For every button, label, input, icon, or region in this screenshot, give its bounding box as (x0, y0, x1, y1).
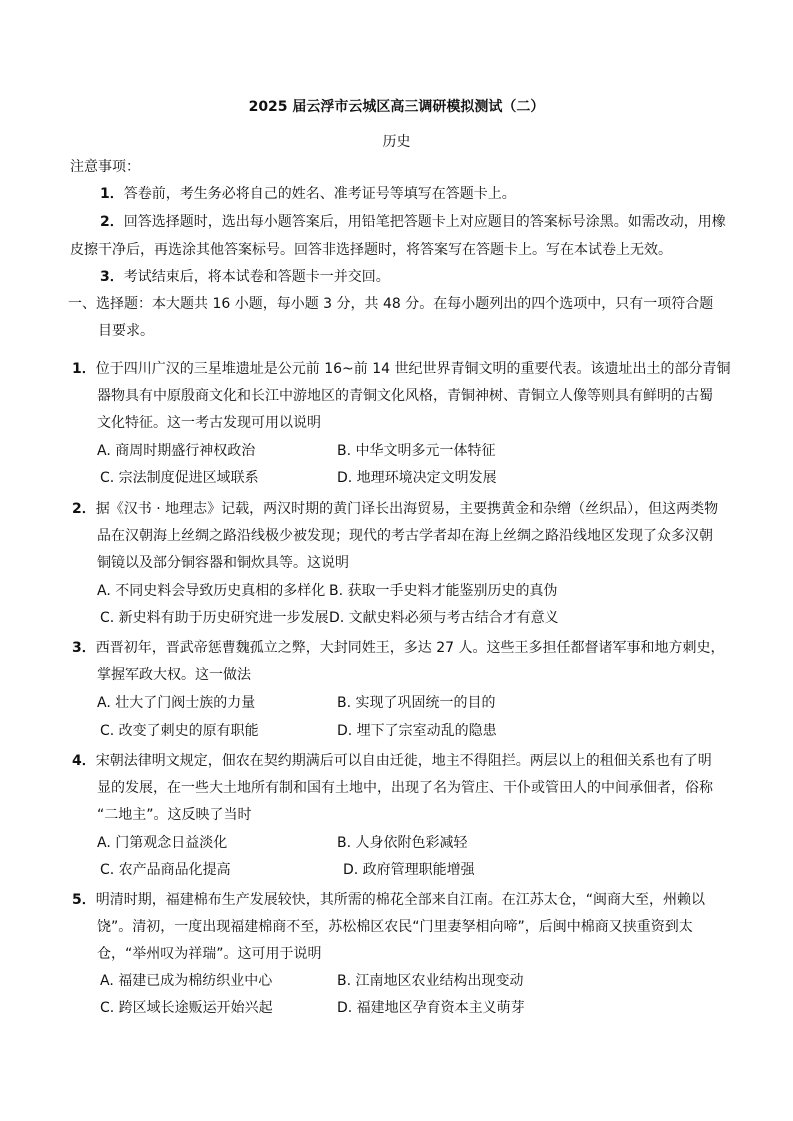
question-number: 2． (72, 501, 96, 517)
notice-item-text: 考试结束后，将本试卷和答题卡一并交回。 (123, 269, 390, 285)
question-text: 据《汉书 · 地理志》记载，两汉时期的黄门译长出海贸易，主要携黄金和杂缯（丝织品），但这两类物 (95, 501, 719, 517)
notice-item-number: 2． (100, 214, 124, 230)
question-text: 显的发展，在一些大土地所有制和国有土地中，出现了名为管庄、干仆或管田人的中间承佃者，俗称 (97, 780, 713, 796)
option-a[interactable]: A. 不同史料会导致历史真相的多样化 (97, 583, 326, 599)
question-line (72, 752, 712, 770)
option-a[interactable]: A. 福建已成为棉纺织业中心 (100, 973, 273, 989)
option-b[interactable]: B. 江南地区农业结构出现变动 (337, 973, 524, 989)
section-heading: 一、选择题：本大题共 16 小题，每小题 3 分，共 48 分。在每小题列出的四个选项中，只有一项符合题 (68, 296, 714, 312)
option-d[interactable]: D. 地理环境决定文明发展 (337, 470, 497, 486)
question-text: 掌握军政大权。这一做法 (97, 667, 251, 683)
option-c[interactable]: C. 宗法制度促进区域联系 (100, 470, 259, 486)
question-text: 品在汉朝海上丝绸之路沿线极少被发现；现代的考古学者却在海上丝绸之路沿线地区发现了众多汉朝 (97, 528, 713, 544)
exam-subject: 历史 (382, 134, 411, 150)
notice-item-number: 3． (100, 269, 124, 285)
notice-heading: 注意事项： (70, 159, 140, 175)
notice-item-number: 1． (100, 186, 124, 202)
notice-item-text: 答卷前，考生务必将自己的姓名、准考证号等填写在答题卡上。 (123, 186, 516, 202)
question-number: 1． (72, 361, 96, 377)
question-text: “二地主”。这反映了当时 (97, 807, 252, 823)
option-d[interactable]: D. 埋下了宗室动乱的隐患 (337, 723, 497, 739)
question-line (72, 639, 724, 657)
option-c[interactable]: C. 新史料有助于历史研究进一步发展 (100, 610, 329, 626)
question-number: 4． (72, 753, 96, 769)
option-a[interactable]: A. 门第观念日益淡化 (97, 835, 228, 851)
question-text: 饶”。清初，一度出现福建棉商不至，苏松棉区农民“门里妻孥相向啼”，后闽中棉商又挟重资到太 (97, 919, 693, 935)
option-b[interactable]: B. 获取一手史料才能鉴别历史的真伪 (329, 583, 558, 599)
question-number: 3． (72, 640, 96, 656)
question-line (72, 891, 705, 909)
option-c[interactable]: C. 跨区域长途贩运开始兴起 (100, 1000, 273, 1016)
option-a[interactable]: A. 商周时期盛行神权政治 (97, 443, 256, 459)
notice-item-2 (100, 213, 726, 231)
question-number: 5． (72, 892, 96, 908)
option-b[interactable]: B. 人身依附色彩减轻 (337, 835, 468, 851)
question-text: 宋朝法律明文规定，佃农在契约期满后可以自由迁徙，地主不得阻拦。两层以上的租佃关系也有了明 (95, 753, 712, 769)
question-text: 铜镜以及部分铜容器和铜炊具等。这说明 (97, 555, 349, 571)
question-text: 明清时期，福建棉布生产发展较快，其所需的棉花全部来自江南。在江苏太仓，“闽商大至，州赖以 (95, 892, 706, 908)
option-d[interactable]: D. 政府管理职能增强 (343, 862, 475, 878)
question-text: 位于四川广汉的三星堆遗址是公元前 16~前 14 世纪世界青铜文明的重要代表。该遗址出土的部分青铜 (95, 361, 731, 377)
notice-item-text: 回答选择题时，选出每小题答案后，用铅笔把答题卡上对应题目的答案标号涂黑。如需改动，用橡 (123, 214, 726, 230)
option-c[interactable]: C. 改变了刺史的原有职能 (100, 723, 259, 739)
question-text: 西晋初年，晋武帝惩曹魏孤立之弊，大封同姓王，多达 27 人。这些王多担任都督诸军事和地方刺史， (95, 640, 725, 656)
question-text: 器物具有中原殷商文化和长江中游地区的青铜文化风格，青铜神树、青铜立人像等则具有鲜明的古蜀 (97, 388, 713, 404)
exam-title: 2025 届云浮市云城区高三调研模拟测试（二） (248, 99, 545, 115)
notice-item-1 (100, 185, 516, 203)
question-text: 文化特征。这一考古发现可用以说明 (97, 415, 321, 431)
option-d[interactable]: D. 福建地区孕育资本主义萌芽 (337, 1000, 525, 1016)
option-a[interactable]: A. 壮大了门阀士族的力量 (97, 695, 256, 711)
question-line (72, 500, 718, 518)
option-b[interactable]: B. 实现了巩固统一的目的 (337, 695, 496, 711)
notice-item-3 (100, 268, 390, 286)
question-text: 仓，“举州叹为祥瑞”。这可用于说明 (97, 946, 322, 962)
section-heading-continued: 目要求。 (98, 323, 154, 339)
option-c[interactable]: C. 农产品商品化提高 (100, 862, 231, 878)
question-line (72, 360, 730, 378)
option-b[interactable]: B. 中华文明多元一体特征 (337, 443, 496, 459)
option-d[interactable]: D. 文献史料必须与考古结合才有意义 (329, 610, 559, 626)
notice-item-2-continued: 皮擦干净后，再选涂其他答案标号。回答非选择题时，将答案写在答题卡上。写在本试卷上无效。 (70, 242, 672, 258)
